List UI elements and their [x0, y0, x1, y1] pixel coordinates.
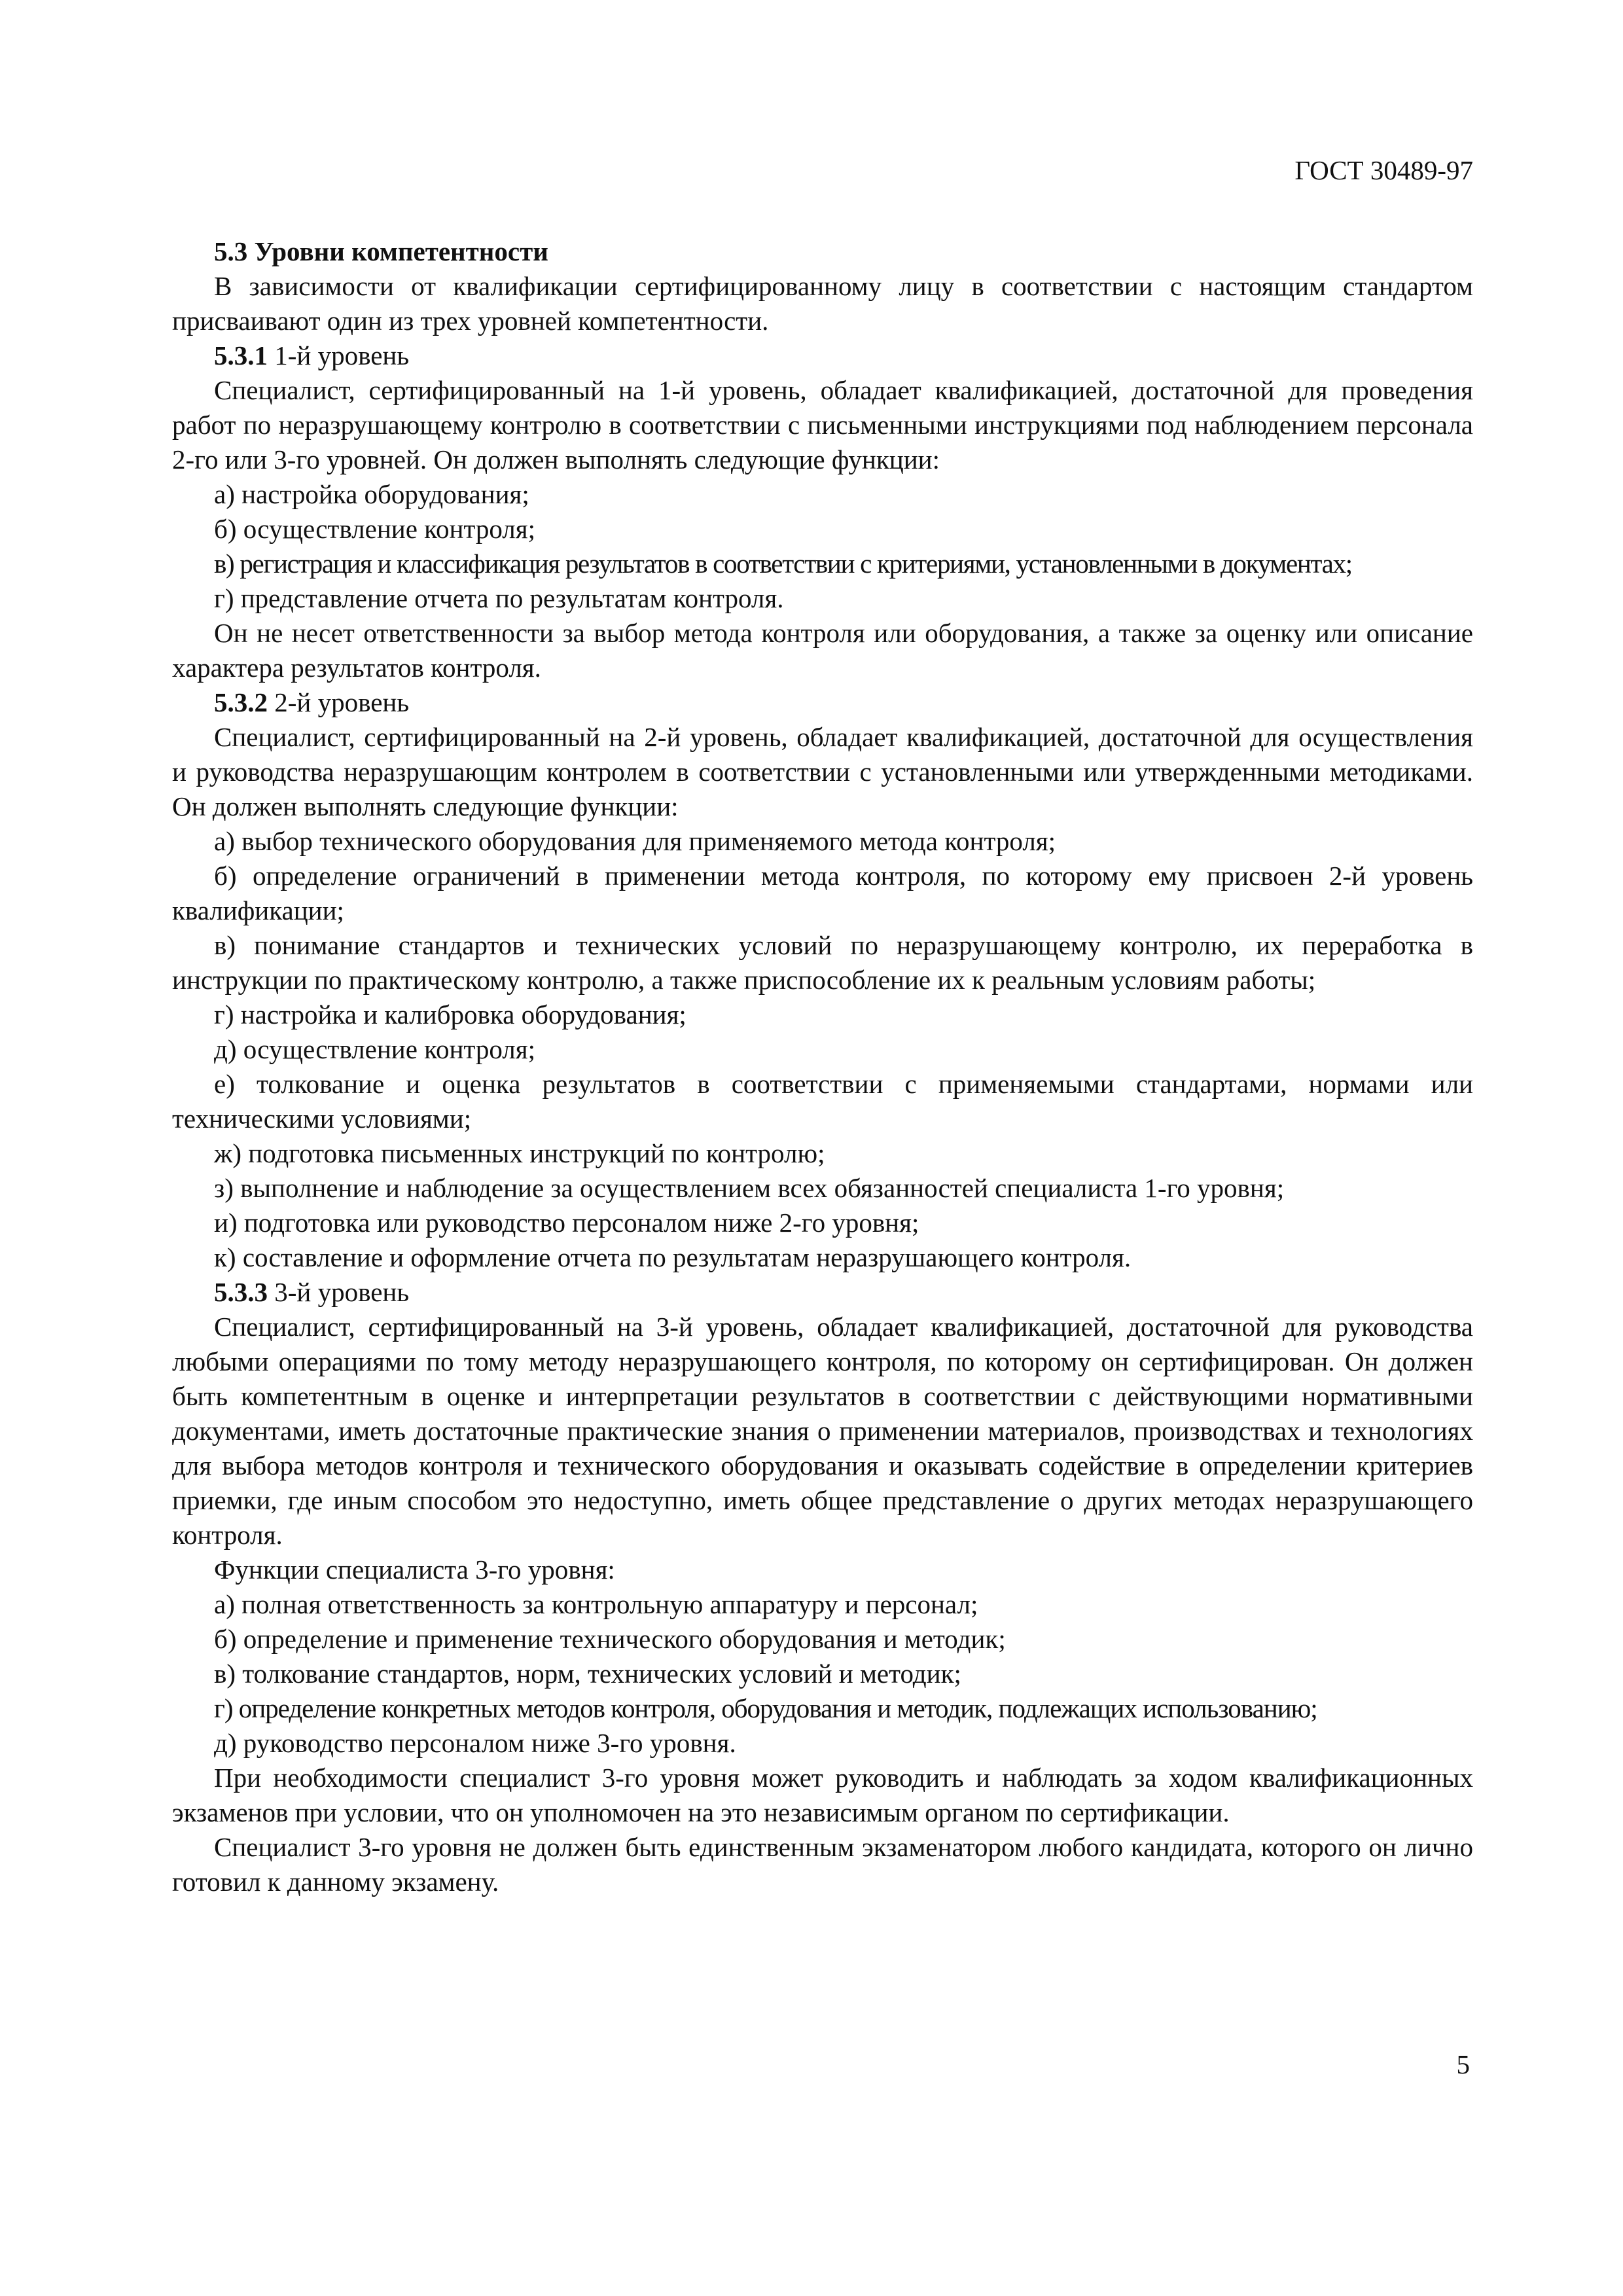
list-item: б) определение и применение технического оборудования и методик;: [214, 1624, 1006, 1654]
list-item: а) настройка оборудования;: [214, 479, 529, 509]
list-item: б) осуществление контроля;: [214, 514, 536, 544]
level3-functions-label: Функции специалиста 3-го уровня:: [214, 1554, 615, 1585]
list-item: ж) подготовка письменных инструкций по контролю;: [214, 1138, 825, 1168]
section-heading: [172, 234, 1473, 269]
page-number: 5: [1456, 2049, 1470, 2079]
level1-note: Он не несет ответственности за выбор метода контроля или оборудования, а также за оценку или описание характера результатов контроля.: [172, 618, 1473, 683]
level1-intro: Специалист, сертифицированный на 1-й уровень, обладает квалификацией, достаточной для проведения работ по неразрушающему контролю в соответствии с письменными инструкциями под наблюдением персонала 2-го или 3-го уровней. Он должен выполнять следующие функции:: [172, 375, 1473, 475]
level1-heading: [172, 338, 1473, 373]
section-number: 5.3: [214, 236, 248, 266]
list-item: г) определение конкретных методов контроля, оборудования и методик, подлежащих использованию;: [214, 1693, 1317, 1723]
list-item: з) выполнение и наблюдение за осуществлением всех обязанностей специалиста 1-го уровня;: [214, 1173, 1285, 1203]
list-item: а) выбор технического оборудования для применяемого метода контроля;: [214, 826, 1056, 856]
level3-paragraph: При необходимости специалист 3-го уровня может руководить и наблюдать за ходом квалификационных экзаменов при условии, что он уполномочен на это независимым органом по сертификации.: [172, 1763, 1473, 1827]
document-code: ГОСТ 30489-97: [1294, 155, 1473, 185]
level3-intro: Специалист, сертифицированный на 3-й уровень, обладает квалификацией, достаточной для руководства любыми операциями по тому методу неразрушающего контроля, по которому он сертифицирован. Он должен быть компетентным в оценке и интерпретации результатов в соответствии с действующими нормативными документами, иметь достаточные практические знания о применении материалов, производствах и технологиях для выбора методов контроля и технического оборудования и оказывать содействие в определении критериев приемки, где иным способом это недоступно, иметь общее представление о других методах неразрушающего контроля.: [172, 1312, 1473, 1550]
list-item: а) полная ответственность за контрольную аппаратуру и персонал;: [214, 1589, 978, 1619]
document-body: [172, 234, 1473, 1899]
level1-title: 1-й уровень: [274, 340, 410, 370]
list-item: в) понимание стандартов и технических условий по неразрушающему контролю, их переработка в инструкции по практическому контролю, а также приспособление их к реальным условиям работы;: [172, 930, 1473, 995]
list-item: б) определение ограничений в применении метода контроля, по которому ему присвоен 2-й уровень квалификации;: [172, 861, 1473, 925]
level2-heading: [172, 685, 1473, 720]
list-item: в) толкование стандартов, норм, технических условий и методик;: [214, 1659, 961, 1689]
list-item: г) настройка и калибровка оборудования;: [214, 999, 687, 1030]
level2-intro: Специалист, сертифицированный на 2-й уровень, обладает квалификацией, достаточной для осуществления и руководства неразрушающим контролем в соответствии с установленными или утвержденными методиками. Он должен выполнять следующие функции:: [172, 722, 1473, 821]
level3-heading: [172, 1275, 1473, 1310]
list-item: д) осуществление контроля;: [214, 1034, 536, 1064]
level2-number: 5.3.2: [214, 687, 268, 717]
list-item: е) толкование и оценка результатов в соответствии с применяемыми стандартами, нормами или техническими условиями;: [172, 1069, 1473, 1134]
list-item: д) руководство персоналом ниже 3-го уровня.: [214, 1728, 736, 1758]
level3-paragraph: Специалист 3-го уровня не должен быть единственным экзаменатором любого кандидата, которого он лично готовил к данному экзамену.: [172, 1832, 1473, 1897]
list-item: и) подготовка или руководство персоналом ниже 2-го уровня;: [214, 1208, 919, 1238]
level1-number: 5.3.1: [214, 340, 268, 370]
level3-number: 5.3.3: [214, 1277, 268, 1307]
section-title: Уровни компетентности: [254, 236, 548, 266]
section-intro: В зависимости от квалификации сертифицированному лицу в соответствии с настоящим стандартом присваивают один из трех уровней компетентности.: [172, 271, 1473, 336]
list-item: г) представление отчета по результатам контроля.: [214, 583, 784, 613]
level2-title: 2-й уровень: [274, 687, 410, 717]
level3-title: 3-й уровень: [274, 1277, 410, 1307]
list-item: к) составление и оформление отчета по результатам неразрушающего контроля.: [214, 1242, 1132, 1272]
list-item: в) регистрация и классификация результатов в соответствии с критериями, установленными в документах;: [214, 548, 1352, 579]
